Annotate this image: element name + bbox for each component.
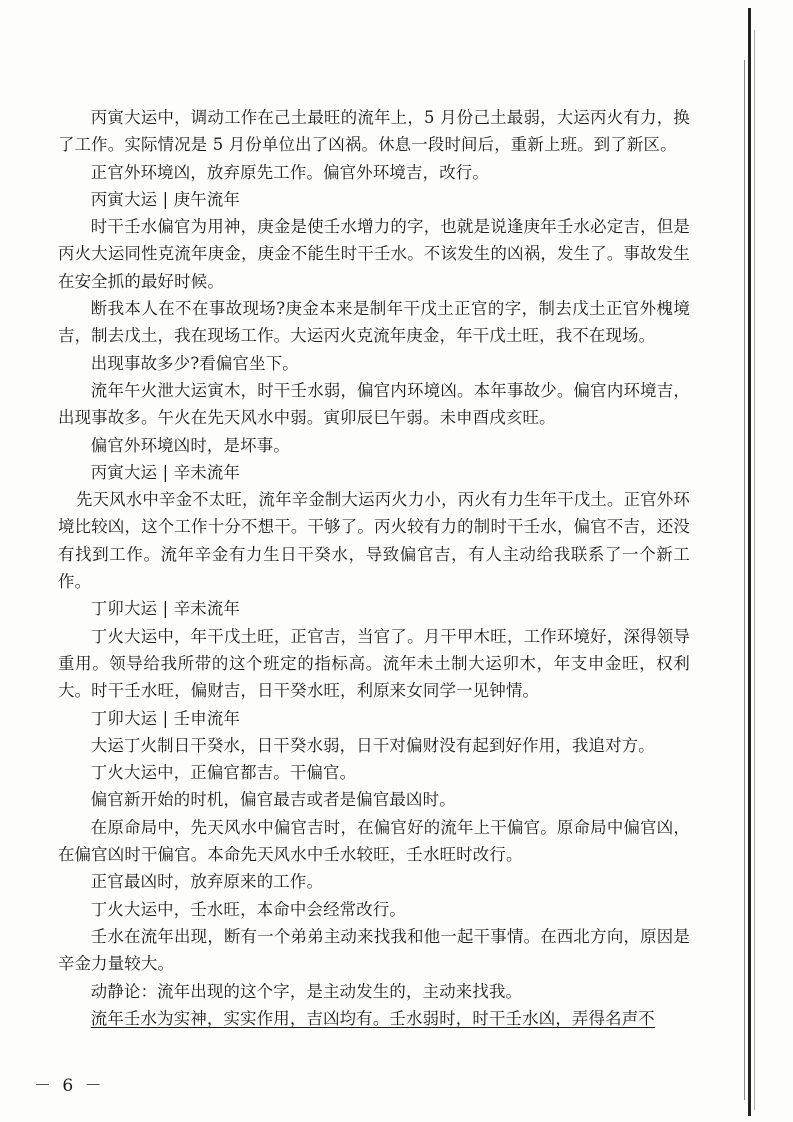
section-heading: 丙寅大运 | 庚午流年 xyxy=(90,189,241,209)
body-text xyxy=(58,104,690,1032)
paragraph: 动静论：流年出现的这个字，是主动发生的，主动来找我。 xyxy=(90,981,523,1001)
paragraph: 偏官外环境凶时，是坏事。 xyxy=(90,435,290,455)
paragraph: 断我本人在不在事故现场?庚金本来是制年干戊土正官的字，制去戊土正官外槐境吉，制去戊土，我在现场工作。大运丙火克流年庚金，年干戊土旺，我不在现场。 xyxy=(58,299,690,346)
section-heading: 丁卯大运 | 壬申流年 xyxy=(90,708,241,728)
paragraph: 大运丁火制日干癸水，日干癸水弱，日干对偏财没有起到好作用，我追对方。 xyxy=(90,735,655,755)
section-heading: 丁卯大运 | 辛未流年 xyxy=(90,599,241,619)
paragraph: 出现事故多少?看偏官坐下。 xyxy=(90,353,299,373)
underlined-paragraph xyxy=(58,1005,690,1032)
page-number: － 6 － xyxy=(34,1076,105,1096)
paragraph: 丙寅大运中，调动工作在己土最旺的流年上，5 月份己土最弱，大运丙火有力，换了工作。实际情况是 5 月份单位出了凶祸。休息一段时间后，重新上班。到了新区。 xyxy=(58,108,690,155)
scan-binding-shadow xyxy=(744,60,745,1100)
paragraph: 流年午火泄大运寅木，时干壬水弱，偏官内环境凶。本年事故少。偏官内环境吉，出现事故多。午火在先天风水中弱。寅卯辰巳午弱。未申酉戌亥旺。 xyxy=(58,380,690,428)
paragraph: 先天风水中辛金不太旺，流年辛金制大运丙火力小，丙火有力生年干戊土。正官外环境比较凶，这个工作十分不想干。干够了。丙火较有力的制时干壬水，偏官不吉，还没有找到工作。流年辛金有力生日干癸水，导致偏官吉，有人主动给我联系了一个新工作。 xyxy=(58,490,690,592)
paragraph: 丁火大运中，壬水旺，本命中会经常改行。 xyxy=(90,899,407,919)
paragraph: 正官外环境凶，放弃原先工作。偏官外环境吉，改行。 xyxy=(90,162,489,182)
paragraph: 丁火大运中，年干戊土旺，正官吉，当官了。月干甲木旺，工作环境好，深得领导重用。领导给我所带的这个班定的指标高。流年未土制大运卯木，年支申金旺，权利大。时干壬水旺，偏财吉，日干癸水旺，利原来女同学一见钟情。 xyxy=(58,626,690,701)
paragraph: 时干壬水偏官为用神，庚金是使壬水增力的字，也就是说逢庚年壬水必定吉，但是丙火大运同性克流年庚金，庚金不能生时干壬水。不该发生的凶祸，发生了。事故发生在安全抓的最好时候。 xyxy=(58,217,690,291)
section-heading: 丙寅大运 | 辛未流年 xyxy=(90,462,241,482)
underlined-text: 流年壬水为实神，实实作用，吉凶均有。壬水弱时，时干壬水凶，弄得名声不 xyxy=(90,1008,655,1028)
scan-binding-shadow xyxy=(754,30,755,1110)
paragraph: 壬水在流年出现，断有一个弟弟主动来找我和他一起干事情。在西北方向，原因是辛金力量较大。 xyxy=(58,926,690,974)
paragraph: 丁火大运中，正偏官都吉。干偏官。 xyxy=(90,763,357,783)
paragraph: 在原命局中，先天风水中偏官吉时，在偏官好的流年上干偏官。原命局中偏官凶，在偏官凶时干偏官。本命先天风水中壬水较旺，壬水旺时改行。 xyxy=(58,817,690,865)
paragraph: 正官最凶时，放弃原来的工作。 xyxy=(90,872,324,892)
scan-binding-edge xyxy=(748,8,751,1116)
paragraph: 偏官新开始的时机，偏官最吉或者是偏官最凶时。 xyxy=(90,790,456,810)
